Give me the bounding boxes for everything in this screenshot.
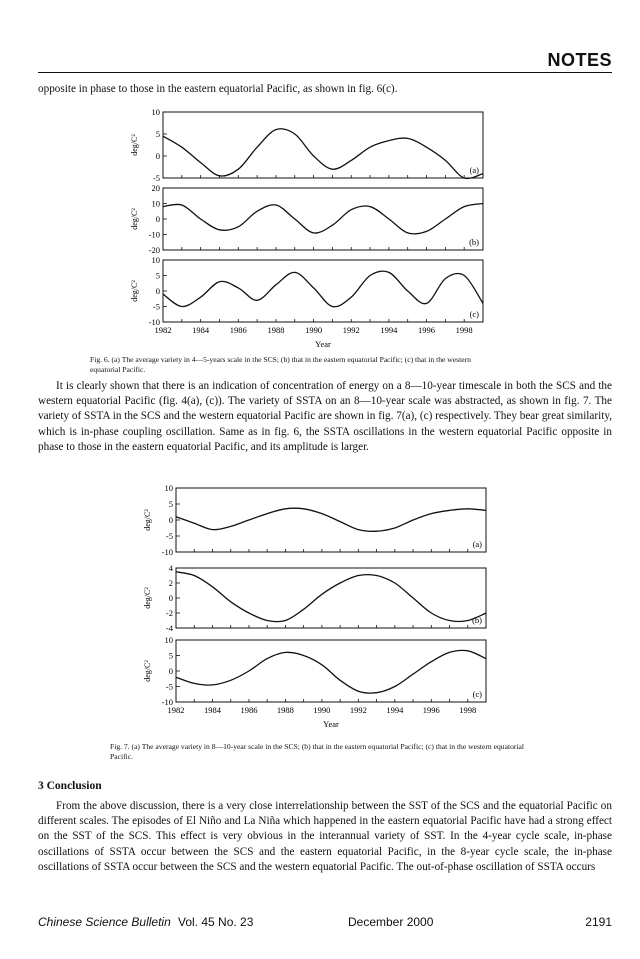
chart-panel-b	[130, 183, 483, 255]
x-tick-label: 1986	[229, 325, 247, 335]
x-tick-label: 1994	[386, 705, 404, 715]
y-tick-label: 5	[168, 650, 173, 661]
figure-7	[0, 478, 640, 758]
footer-journal: Chinese Science Bulletin	[38, 915, 171, 929]
x-tick-label: 1984	[192, 325, 210, 335]
series-line	[176, 508, 486, 531]
series-line	[176, 650, 486, 693]
y-tick-label: 10	[151, 198, 160, 209]
y-tick-label: 0	[168, 666, 173, 676]
paragraph-2: It is clearly shown that there is an indication of concentration of energy on a 8—10-year timescale in both the SCS and the western equatorial Pacific (fig. 4(a), (c)). The variety of SSTA on an 8—10-year scale was abstracted, as shown in fig. 7. The variety of SSTA in the SCS and the western equatorial Pacific are shown in fig. 7(a), (c) respectively. They bear great similarity, which is in-phase coupling oscillation. Same as in fig. 6, the SSTA oscillations in the western equatorial Pacific opposite in phase to those in the eastern equatorial Pacific, and its amplitude is larger.	[38, 380, 612, 453]
y-tick-label: 0	[155, 286, 160, 296]
x-tick-label: 1988	[267, 325, 285, 335]
plot-frame	[163, 112, 483, 178]
footer-volume: Vol. 45 No. 23	[178, 915, 254, 929]
y-tick-label: -20	[148, 245, 160, 255]
y-tick-label: 5	[155, 129, 160, 139]
y-axis-label: deg/C²	[130, 134, 139, 156]
y-axis-label: deg/C²	[130, 208, 139, 230]
panel-label: (a)	[469, 165, 479, 175]
plot-frame	[163, 188, 483, 250]
x-tick-label: 1996	[422, 705, 440, 715]
y-axis-label: deg/C²	[130, 280, 139, 302]
y-tick-label: -5	[152, 173, 160, 183]
paragraph-3: From the above discussion, there is a very close interrelationship between the SST of the SCS and the equatorial Pacific on different scales. The episodes of El Niño and La Niña which happened in the eastern equatorial Pacific have had a strong effect on the SST of the SCS. This effect is very obvious in the interannual variety of SST. In the 4-year cycle scale, in-phase oscillations of SSTA occur between the SCS and the eastern equatorial Pacific, in the 8-year cycle scale, the in-phase oscillations of SSTA occur between the SCS and the western equatorial Pacific. The out-of-phase oscillation of SSTA occurs	[38, 800, 612, 873]
x-axis-label: Year	[323, 719, 339, 729]
y-tick-label: 0	[168, 515, 173, 525]
x-tick-label: 1984	[203, 705, 221, 715]
series-line	[176, 572, 486, 622]
x-tick-label: 1982	[167, 705, 185, 715]
footer-page-number: 2191	[585, 915, 612, 929]
y-tick-label: 4	[168, 563, 173, 573]
panel-label: (b)	[469, 237, 479, 247]
section-title: 3 Conclusion	[38, 780, 102, 792]
y-tick-label: 10	[151, 107, 160, 117]
y-tick-label: 10	[151, 255, 160, 265]
y-tick-label: 0	[155, 214, 160, 224]
y-tick-label: -4	[165, 623, 173, 633]
x-tick-label: 1986	[240, 705, 258, 715]
y-tick-label: 10	[164, 483, 173, 493]
header-rule	[38, 72, 612, 73]
y-tick-label: 0	[168, 593, 173, 603]
panel-label: (c)	[469, 309, 479, 319]
figure-6	[0, 100, 640, 375]
paragraph-1: opposite in phase to those in the eastern equatorial Pacific, as shown in fig. 6(c).	[38, 83, 398, 95]
page-footer	[38, 915, 612, 929]
chart-panel-a	[130, 107, 483, 183]
chart-panel-b	[143, 563, 486, 633]
panel-label: (b)	[472, 615, 482, 625]
y-tick-label: 0	[155, 151, 160, 161]
y-tick-label: -10	[161, 697, 173, 707]
y-tick-label: 20	[151, 183, 160, 193]
y-tick-label: -5	[165, 531, 173, 541]
y-tick-label: -5	[165, 681, 173, 692]
x-tick-label: 1994	[380, 325, 398, 335]
figure-7-caption: Fig. 7. (a) The average variety in 8—10-year scale in the SCS; (b) that in the eastern equatorial Pacific; (c) that in the western equatorial Pacific.	[110, 742, 524, 761]
plot-frame	[176, 640, 486, 702]
y-tick-label: -10	[148, 317, 160, 327]
y-axis-label: deg/C²	[143, 660, 152, 682]
x-tick-label: 1998	[459, 705, 477, 715]
y-tick-label: 2	[168, 578, 173, 588]
y-axis-label: deg/C²	[143, 509, 152, 531]
x-tick-label: 1982	[154, 325, 172, 335]
plot-frame	[176, 568, 486, 628]
section-header: NOTES	[547, 50, 612, 70]
y-tick-label: -5	[152, 301, 160, 312]
x-tick-label: 1992	[349, 705, 367, 715]
plot-frame	[163, 260, 483, 322]
y-tick-label: -2	[165, 608, 173, 618]
chart-panel-a	[143, 483, 486, 557]
x-tick-label: 1996	[418, 325, 436, 335]
chart-panel-c	[130, 255, 483, 349]
plot-frame	[176, 488, 486, 552]
y-axis-label: deg/C²	[143, 587, 152, 609]
panel-label: (c)	[472, 689, 482, 699]
chart-panel-c	[143, 635, 486, 729]
y-tick-label: 5	[168, 499, 173, 509]
y-tick-label: -10	[161, 547, 173, 557]
x-tick-label: 1990	[313, 705, 331, 715]
x-tick-label: 1998	[455, 325, 473, 335]
series-line	[163, 129, 483, 179]
x-tick-label: 1992	[342, 325, 360, 335]
series-line	[163, 271, 483, 307]
x-tick-label: 1990	[305, 325, 323, 335]
footer-date: December 2000	[348, 915, 434, 929]
y-tick-label: 5	[155, 270, 160, 281]
series-line	[163, 204, 483, 234]
x-axis-label: Year	[315, 339, 331, 349]
y-tick-label: 10	[164, 635, 173, 645]
panel-label: (a)	[472, 539, 482, 549]
x-tick-label: 1988	[276, 705, 294, 715]
figure-6-caption: Fig. 6. (a) The average variety in 4—5-years scale in the SCS; (b) that in the eastern equatorial Pacific; (c) that in the western equatorial Pacific.	[90, 355, 471, 374]
y-tick-label: -10	[148, 229, 160, 240]
